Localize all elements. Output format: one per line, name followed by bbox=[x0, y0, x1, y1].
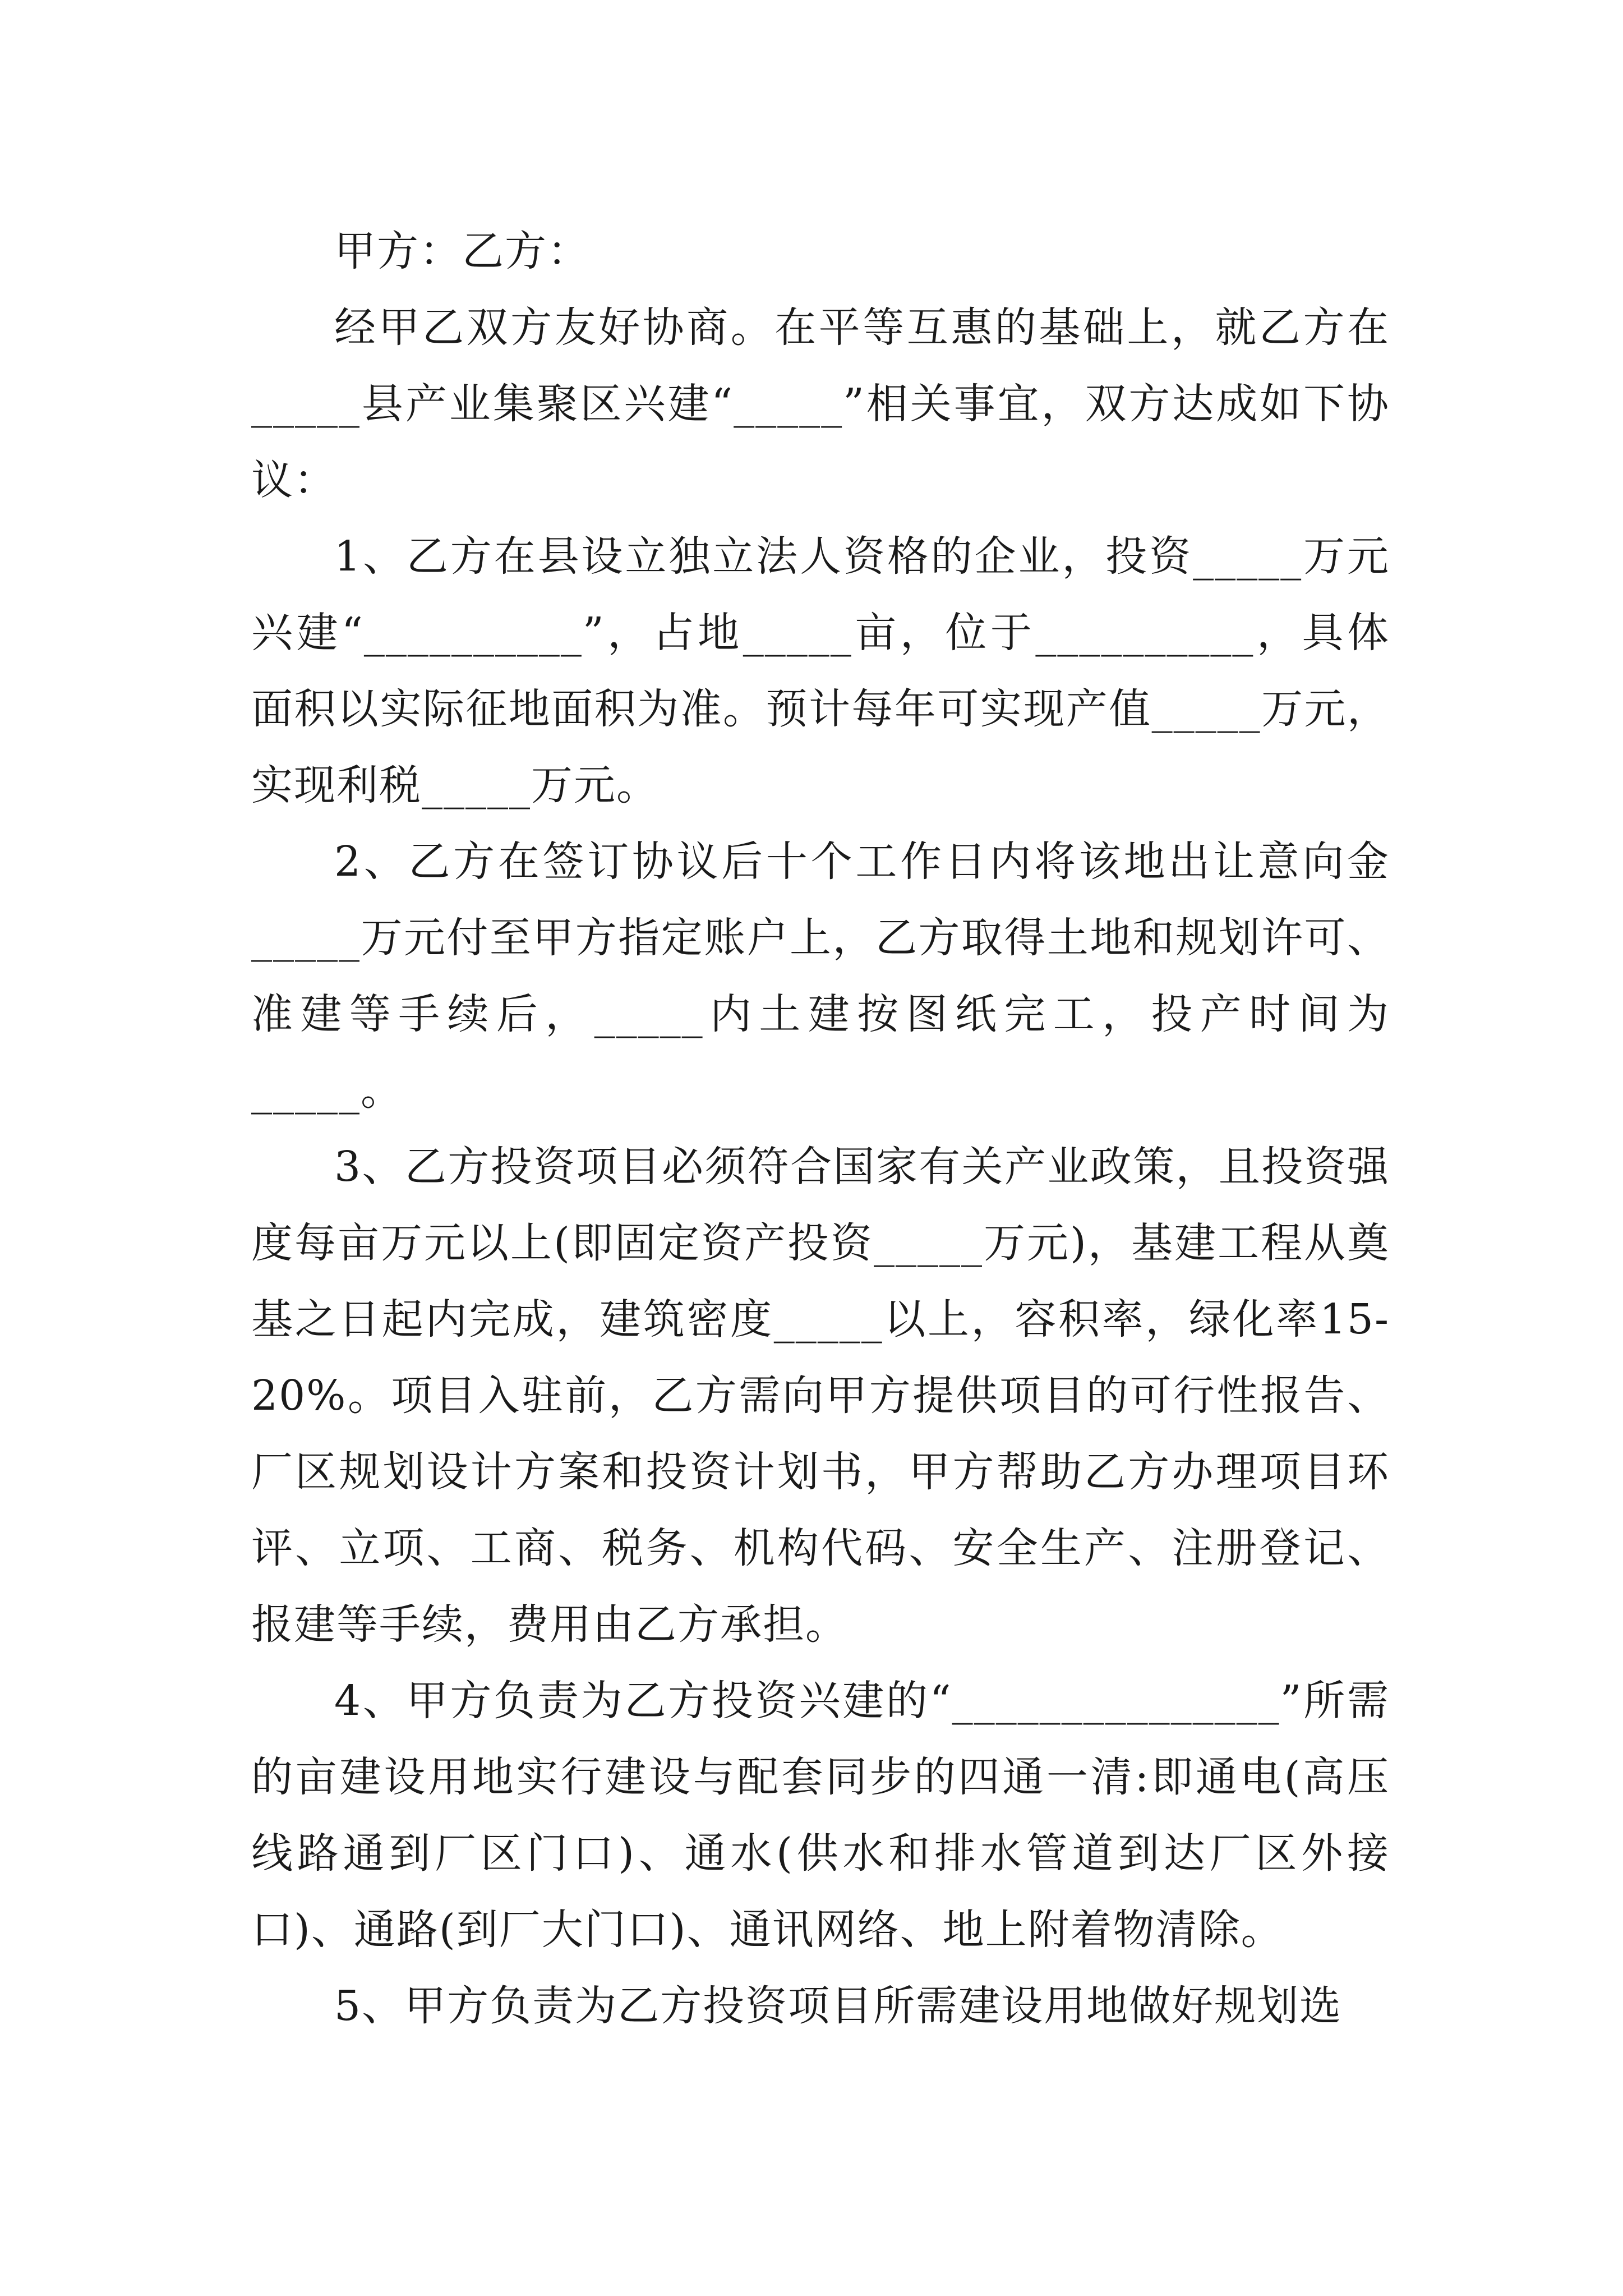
clause-1: 1、乙方在县设立独立法人资格的企业，投资_____万元兴建“__________”，占地_____亩，位于__________，具体面积以实际征地面积为准。预计每年可实现产值_____万元，实现利税_____万元。 bbox=[251, 532, 1390, 809]
clause-2: 2、乙方在签订协议后十个工作日内将该地出让意向金_____万元付至甲方指定账户上，乙方取得土地和规划许可、准建等手续后，_____内土建按图纸完工，投产时间为_____。 bbox=[251, 838, 1390, 1115]
clause-4: 4、甲方负责为乙方投资兴建的“_______________”所需的亩建设用地实行建设与配套同步的四通一清:即通电(高压线路通到厂区门口)、通水(供水和排水管道到达厂区外接口)、通路(到厂大门口)、通讯网络、地上附着物清除。 bbox=[251, 1677, 1390, 1954]
preamble-paragraph: 经甲乙双方友好协商。在平等互惠的基础上，就乙方在_____县产业集聚区兴建“_____”相关事宜，双方达成如下协议： bbox=[251, 303, 1390, 504]
clause-3: 3、乙方投资项目必须符合国家有关产业政策，且投资强度每亩万元以上(即固定资产投资_____万元)，基建工程从奠基之日起内完成，建筑密度_____以上，容积率，绿化率15-20%。项目入驻前，乙方需向甲方提供项目的可行性报告、厂区规划设计方案和投资计划书，甲方帮助乙方办理项目环评、立项、工商、税务、机构代码、安全生产、注册登记、报建等手续，费用由乙方承担。 bbox=[251, 1143, 1390, 1649]
party-line: 甲方：乙方： bbox=[334, 227, 590, 275]
clause-5: 5、甲方负责为乙方投资项目所需建设用地做好规划选 bbox=[334, 1982, 1343, 2030]
document-body bbox=[251, 213, 1390, 2044]
